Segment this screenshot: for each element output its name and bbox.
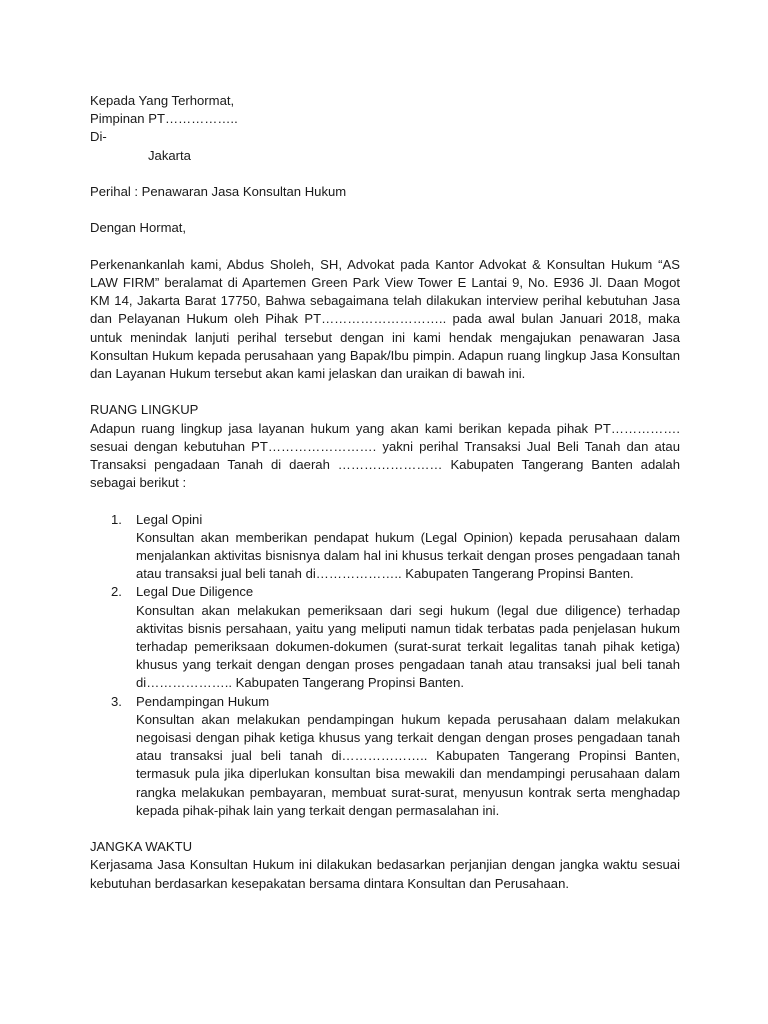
scope-list bbox=[90, 511, 680, 820]
list-item-number: 2. bbox=[111, 584, 122, 600]
list-item-number: 1. bbox=[111, 511, 122, 527]
list-item bbox=[90, 693, 680, 820]
recipient-di: Di- bbox=[90, 129, 107, 145]
list-item bbox=[90, 511, 680, 584]
term-paragraph: Kerjasama Jasa Konsultan Hukum ini dilakukan bedasarkan perjanjian dengan jangka waktu sesuai kebutuhan berdasarkan kesepakatan bersama dintara Konsultan dan Perusahaan. bbox=[90, 857, 680, 891]
spacer bbox=[90, 383, 680, 401]
spacer bbox=[90, 820, 680, 838]
list-item-title: Legal Opini bbox=[136, 511, 203, 527]
spacer bbox=[90, 165, 680, 183]
list-item bbox=[90, 583, 680, 692]
recipient-company: Pimpinan PT…………….. bbox=[90, 111, 238, 127]
scope-heading: RUANG LINGKUP bbox=[90, 402, 199, 418]
letter-salutation: Dengan Hormat, bbox=[90, 220, 187, 236]
letter-subject: Perihal : Penawaran Jasa Konsultan Hukum bbox=[90, 184, 347, 199]
recipient-city: Jakarta bbox=[148, 147, 191, 163]
list-item-number: 3. bbox=[111, 693, 122, 709]
spacer bbox=[90, 201, 680, 219]
intro-paragraph: Perkenankanlah kami, Abdus Sholeh, SH, Advokat pada Kantor Advokat & Konsultan Hukum “AS LAW FIRM” beralamat di Apartemen Green Park View Tower E Lantai 9, No. E936 Jl. Daan Mogot KM 14, Jakarta Barat 17750, Bahwa sebagaimana telah dilakukan interview perihal kebutuhan Jasa dan Pelayanan Hukum oleh Pihak PT……………………….. pada awal bulan Januari 2018, maka untuk menindak lanjuti perihal tersebut dengan ini kami hendak mengajukan penawaran Jasa Konsultan Hukum kepada perusahaan yang Bapak/Ibu pimpin. Adapun ruang lingkup Jasa Konsultan dan Layanan Hukum tersebut akan kami jelaskan dan uraikan di bawah ini. bbox=[90, 256, 680, 381]
list-item-title: Pendampingan Hukum bbox=[136, 693, 270, 709]
recipient-greeting: Kepada Yang Terhormat, bbox=[90, 93, 235, 108]
list-item-body: Konsultan akan melakukan pendampingan hukum kepada perusahaan dalam melakukan negoisasi dengan pihak ketiga khusus yang terkait dengan dengan proses pengadaan tanah atau transaksi jual beli tanah di……………….. Kabupaten Tangerang Propinsi Banten, termasuk pula jika diperlukan konsultan bisa mewakili dan mendampingi perusahaan dalam rangka melakukan pembayaran, membuat surat-surat, menyusun kontrak serta menghadap kepada pihak-pihak lain yang terkait dengan permasalahan ini. bbox=[136, 711, 680, 818]
spacer bbox=[90, 238, 680, 256]
list-item-body: Konsultan akan melakukan pemeriksaan dari segi hukum (legal due diligence) terhadap aktivitas bisnis persahaan, yaitu yang meliputi namun tidak terbatas pada penjelasan hukum terhadap pemeriksaan dokumen-dokumen (surat-surat terkait legalitas tanah pihak ketiga) khusus yang terkait dengan dengan proses pengadaan tanah atau transaksi jual beli tanah di……………….. Kabupaten Tangerang Propinsi Banten. bbox=[136, 602, 680, 691]
scope-intro-paragraph: Adapun ruang lingkup jasa layanan hukum yang akan kami berikan kepada pihak PT……………. sesuai dengan kebutuhan PT……………………. yakni perihal Transaksi Jual Beli Tanah dan atau Transaksi pengadaan Tanah di daerah …………………… Kabupaten Tangerang Banten adalah sebagai berikut : bbox=[90, 420, 680, 491]
list-item-title: Legal Due Diligence bbox=[136, 584, 254, 600]
list-item-body: Konsultan akan memberikan pendapat hukum (Legal Opinion) kepada perusahaan dalam menjalankan aktivitas bisnisnya dalam hal ini khusus terkait dengan proses pengadaan tanah atau transaksi jual beli tanah di……………….. Kabupaten Tangerang Propinsi Banten. bbox=[136, 529, 680, 582]
term-heading: JANGKA WAKTU bbox=[90, 839, 193, 855]
spacer bbox=[90, 492, 680, 510]
